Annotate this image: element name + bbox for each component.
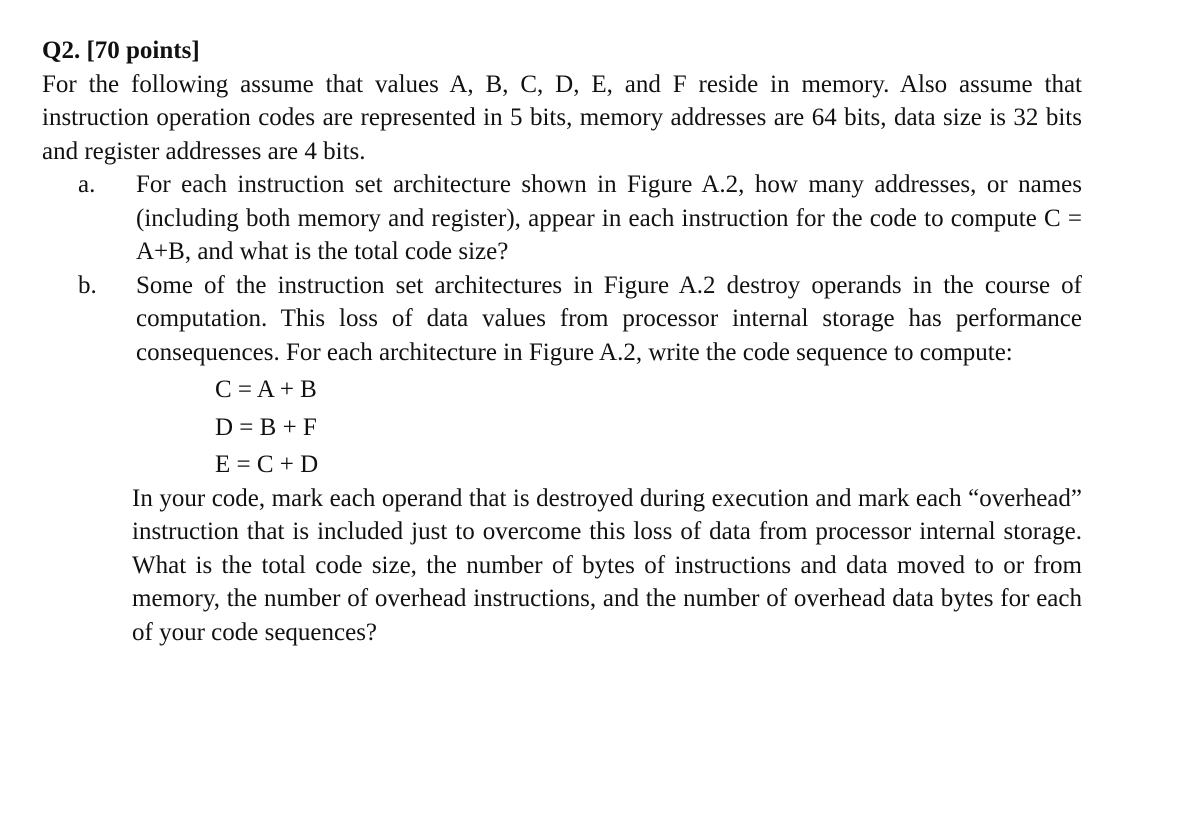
equation-2: D = B + F	[215, 413, 317, 441]
equation-1: C = A + B	[215, 376, 317, 403]
equation-list	[215, 371, 1082, 484]
question-heading: Q2. [70 points]	[42, 37, 200, 64]
part-a-text: For each instruction set architecture shown in Figure A.2, how many addresses, or names (including both memory and register), appear in each instruction for the code to compute C = A+B, and what is the total code size?	[136, 171, 1082, 265]
part-a-marker: a.	[78, 171, 96, 198]
part-b-marker: b.	[78, 271, 97, 299]
equation-3: E = C + D	[215, 451, 319, 478]
part-b-followup: In your code, mark each operand that is destroyed during execution and mark each “overhead” instruction that is included just to overcome this loss of data from processor internal storage. What is the total code size, the number of bytes of instructions and data moved to or from memory, the number of overhead instructions, and the number of overhead data bytes for each of your code sequences?	[132, 484, 1082, 646]
question-block	[42, 34, 1082, 649]
part-a	[78, 168, 1082, 269]
question-intro: For the following assume that values A, B, C, D, E, and F reside in memory. Also assume that instruction operation codes are represented in 5 bits, memory addresses are 64 bits, data size is 32 bits and register addresses are 4 bits.	[42, 70, 1082, 165]
part-b-text: Some of the instruction set architectures in Figure A.2 destroy operands in the course of computation. This loss of data values from processor internal storage has performance consequences. For each architecture in Figure A.2, write the code sequence to compute:	[136, 271, 1082, 366]
part-b	[78, 269, 1082, 370]
